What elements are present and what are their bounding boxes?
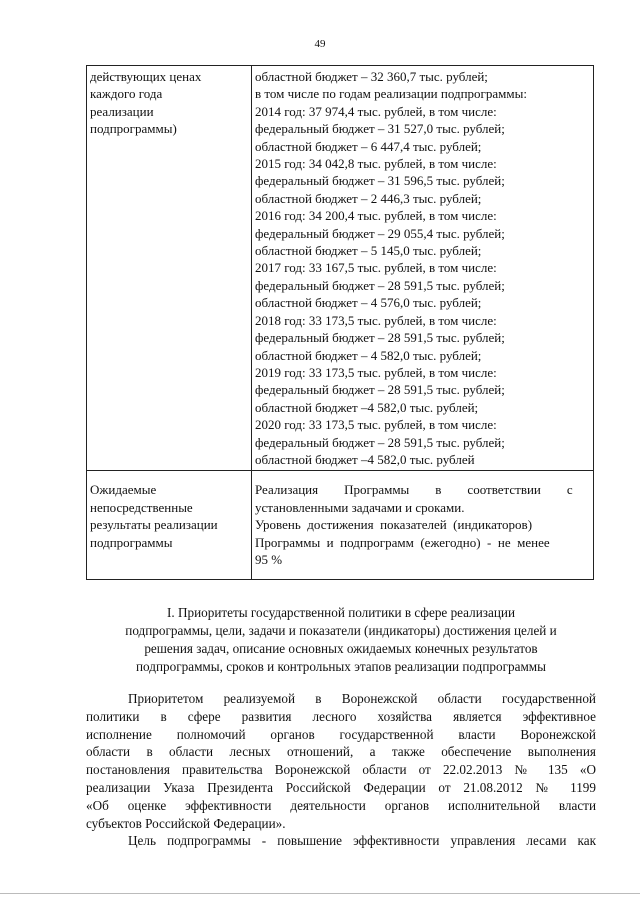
cell-line: действующих ценах [90,69,202,84]
body-line: исполнение полномочий органов государственной власти Воронежской [86,726,596,742]
cell-line: областной бюджет – 32 360,7 тыс. рублей; [255,69,488,84]
heading-line: подпрограммы, цели, задачи и показатели (индикаторы) достижения целей и [125,623,557,638]
cell-line: 2017 год: 33 167,5 тыс. рублей, в том числе: [255,260,497,276]
page-number: 49 [314,38,326,50]
body-line: постановления правительства Воронежской области от 22.02.2013 № 135 «О [86,762,596,778]
cell-line: каждого года [90,86,163,102]
page-edge-divider [0,893,640,894]
body-line: реализации Указа Президента Российской Федерации от 21.08.2012 № 1199 [86,779,596,795]
cell-line: областной бюджет – 2 446,3 тыс. рублей; [255,190,482,206]
cell-line: 95 % [255,551,283,567]
cell-line: 2015 год: 34 042,8 тыс. рублей, в том числе: [255,156,497,172]
cell-line: Ожидаемые [90,482,157,498]
cell-line: подпрограммы [90,534,173,550]
cell-line: федеральный бюджет – 31 527,0 тыс. рублей; [255,121,505,137]
cell-line: результаты реализации [90,517,218,533]
body-line: области в области лесных отношений, а также обеспечение выполнения [86,744,596,760]
cell-line: федеральный бюджет – 28 591,5 тыс. рублей; [255,434,505,450]
cell-line: областной бюджет –4 582,0 тыс. рублей; [255,399,479,415]
body-line: политики в сфере развития лесного хозяйства является эффективное [86,708,596,724]
cell-line: 2016 год: 34 200,4 тыс. рублей, в том числе: [255,208,497,224]
body-line: Цель подпрограммы - повышение эффективности управления лесами как [128,833,596,849]
cell-line: областной бюджет – 4 582,0 тыс. рублей; [255,347,482,363]
cell-line: 2014 год: 37 974,4 тыс. рублей, в том числе: [255,103,497,119]
table-cell-funding [252,66,594,471]
body-text [86,690,596,850]
cell-line: федеральный бюджет – 29 055,4 тыс. рублей; [255,225,505,241]
cell-line: областной бюджет –4 582,0 тыс. рублей [255,451,475,467]
cell-line: установленными задачами и сроками. [255,499,465,515]
cell-line: областной бюджет – 4 576,0 тыс. рублей; [255,295,482,311]
cell-line: федеральный бюджет – 28 591,5 тыс. рублей; [255,330,505,346]
section-heading [86,604,596,676]
cell-line: Программы и подпрограмм (ежегодно) - не менее [255,534,550,550]
cell-line: в том числе по годам реализации подпрограммы: [255,86,527,102]
cell-line: федеральный бюджет – 28 591,5 тыс. рублей; [255,277,505,293]
heading-line: I. Приоритеты государственной политики в сфере реализации [166,605,516,620]
body-line: Приоритетом реализуемой в Воронежской области государственной [128,691,596,706]
table-row [87,66,594,471]
body-line: субъектов Российской Федерации». [86,815,286,831]
body-line: «Об оценке эффективности деятельности органов исполнительной власти [86,797,596,813]
cell-line: 2020 год: 33 173,5 тыс. рублей, в том числе: [255,417,497,433]
cell-line: 2019 год: 33 173,5 тыс. рублей, в том числе: [255,364,497,380]
cell-line: областной бюджет – 6 447,4 тыс. рублей; [255,138,482,154]
cell-line: федеральный бюджет – 28 591,5 тыс. рублей; [255,382,505,398]
heading-line: решения задач, описание основных ожидаемых конечных результатов [144,641,538,656]
cell-line: непосредственные [90,499,193,515]
cell-line: областной бюджет – 5 145,0 тыс. рублей; [255,243,482,259]
table-cell-label [87,471,252,580]
table-cell-label [87,66,252,471]
table-row [87,471,594,580]
heading-line: подпрограммы, сроков и контрольных этапов реализации подпрограммы [135,659,547,674]
cell-line: Реализация Программы в соответствии с [255,482,573,498]
cell-line: реализации [90,103,154,119]
cell-line: 2018 год: 33 173,5 тыс. рублей, в том числе: [255,312,497,328]
cell-line: подпрограммы) [90,121,177,137]
cell-line: федеральный бюджет – 31 596,5 тыс. рублей; [255,173,505,189]
table-cell-results [252,471,594,580]
subprogram-passport-table [86,65,594,580]
cell-line: Уровень достижения показателей (индикаторов) [255,517,533,533]
